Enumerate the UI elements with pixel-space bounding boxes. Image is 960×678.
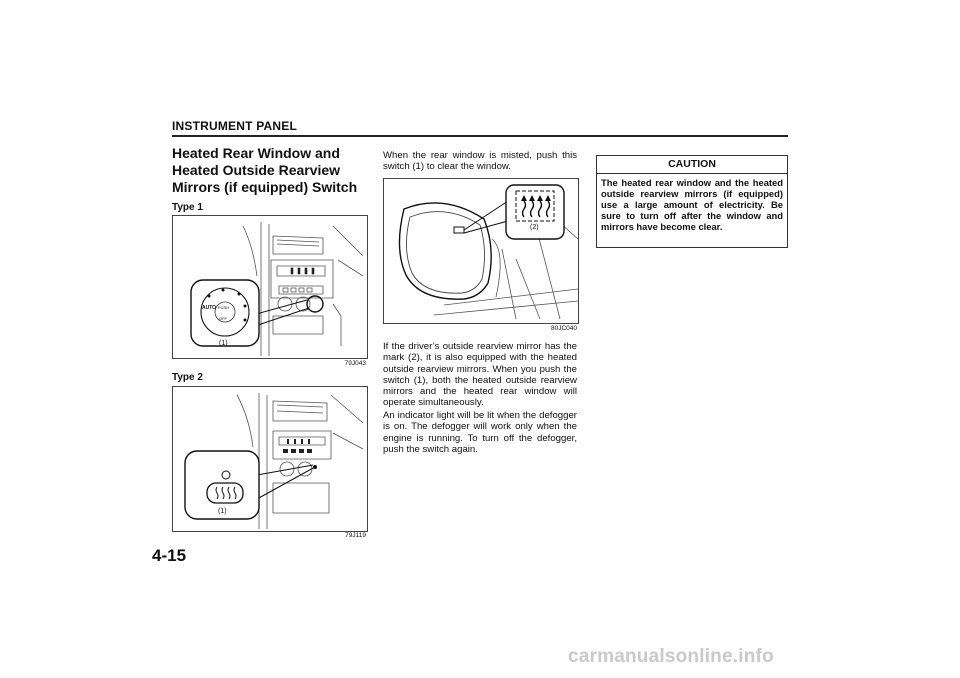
figure-type1	[172, 215, 368, 359]
header-rule	[172, 135, 788, 137]
intro-paragraph: When the rear window is misted, push this switch (1) to clear the window.	[383, 150, 577, 173]
type1-label: Type 1	[172, 202, 203, 213]
section-title: INSTRUMENT PANEL	[172, 119, 297, 133]
type2-callout: (1)	[218, 508, 227, 515]
paragraph-indicator: An indicator light will be lit when the defogger is on. The defogger will work only when the engine is running. To turn off the defogger, push the switch again.	[383, 410, 577, 455]
type1-figure-code: 79J043	[344, 360, 366, 367]
caution-text: The heated rear window and the heated outside rearview mirrors (if equipped) use a large amount of electricity. Be sure to turn off after the window and mirrors have become clear.	[601, 177, 783, 232]
figure-mirror	[383, 178, 579, 324]
mirror-illustration	[384, 179, 578, 323]
type1-callout: (1)	[219, 340, 228, 347]
page-heading: Heated Rear Window and Heated Outside Rearview Mirrors (if equipped) Switch	[172, 145, 358, 195]
auto-text: AUTO	[202, 305, 217, 311]
page-number: 4-15	[152, 546, 187, 565]
caution-title: CAUTION	[597, 156, 787, 174]
caution-box	[596, 155, 788, 248]
figure-type2	[172, 386, 368, 532]
push-text: PUSH	[218, 305, 230, 310]
off-text: OFF	[219, 316, 227, 321]
mirror-callout: (2)	[530, 224, 539, 231]
dashboard-switch-illustration-type1	[173, 216, 367, 358]
watermark: carmanualsonline.info	[568, 646, 774, 667]
dashboard-switch-illustration-type2	[173, 387, 367, 531]
paragraph-mirror-mark: If the driver’s outside rearview mirror has the mark (2), it is also equipped with the heated outside rearview mirrors. When you push the switch (1), both the heated outside rearview mirrors and the heated rear window will operate simultaneously.	[383, 341, 577, 409]
type2-label: Type 2	[172, 372, 203, 383]
type2-figure-code: 79J119	[345, 532, 366, 539]
mirror-figure-code: 80JC040	[550, 325, 577, 332]
